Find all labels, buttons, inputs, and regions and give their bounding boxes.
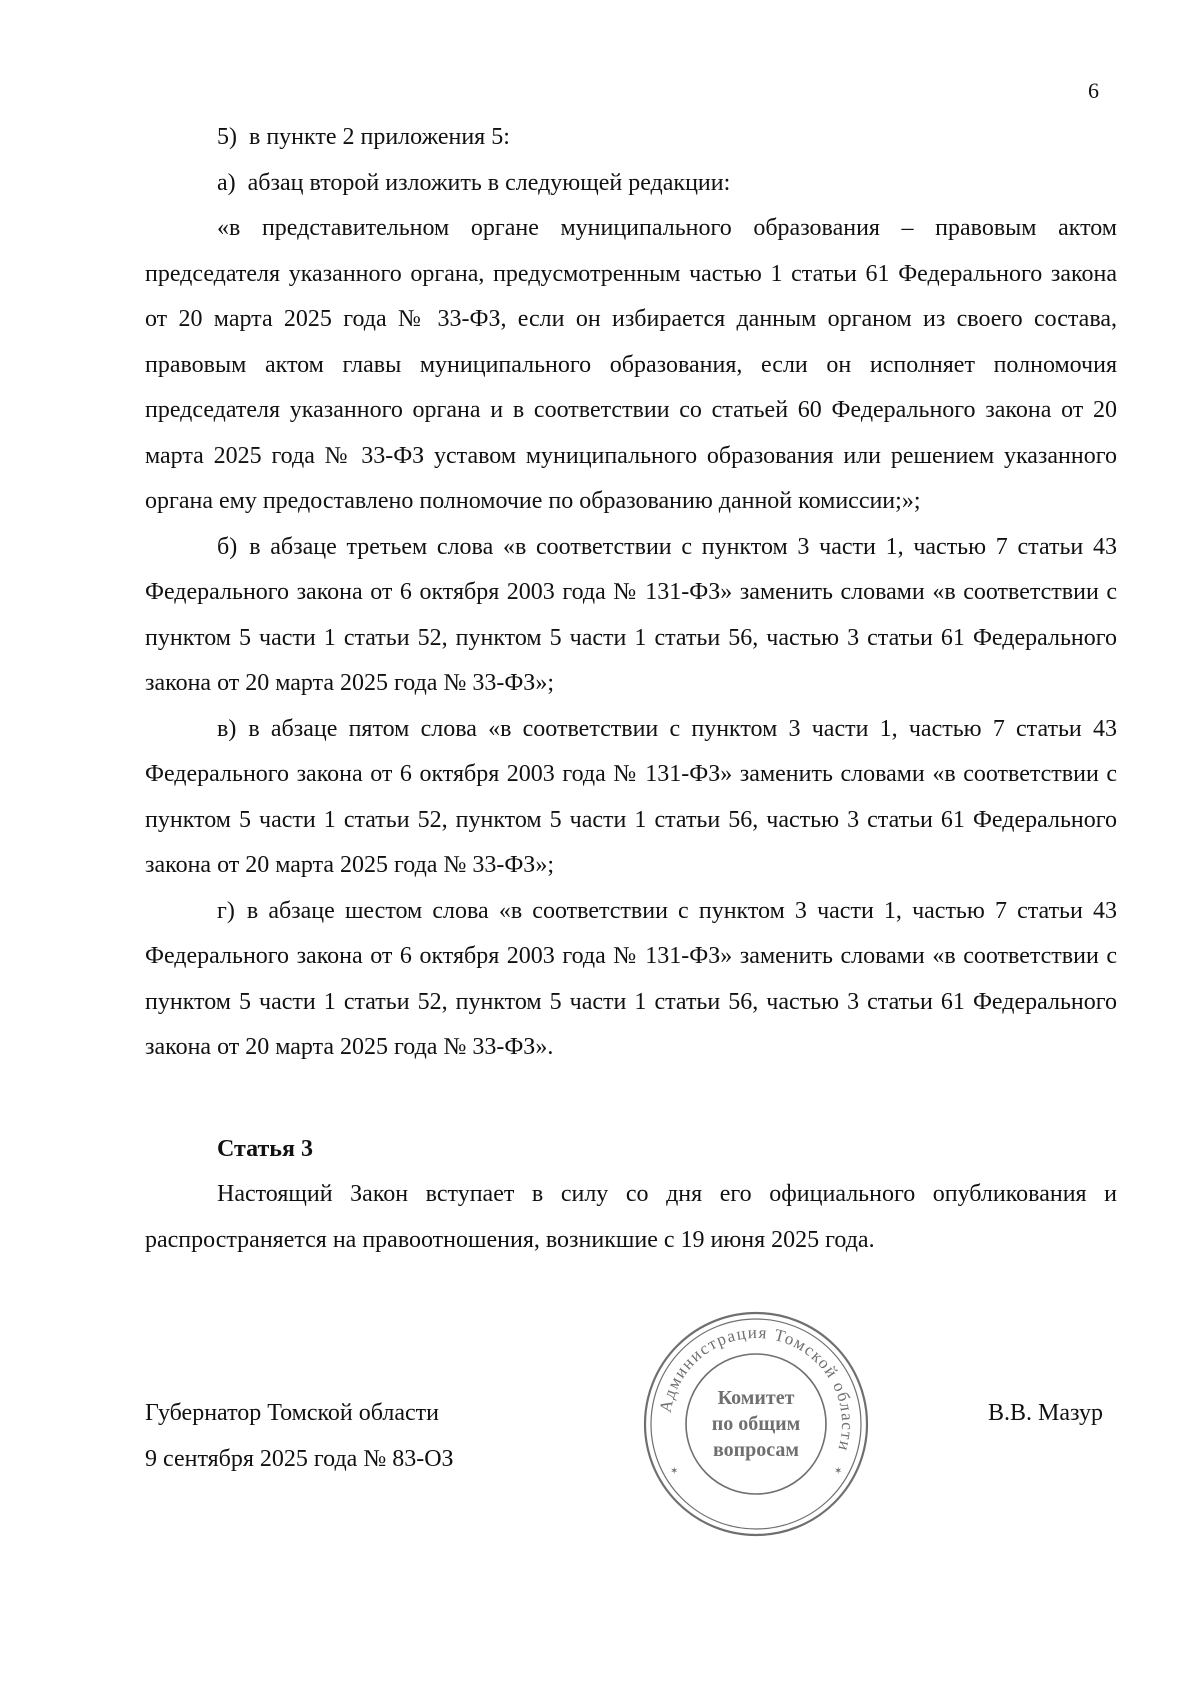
official-seal <box>640 1308 872 1540</box>
article-3-heading: Статья 3 <box>217 1135 313 1162</box>
seal-star-left-icon: ✶ <box>670 1466 679 1477</box>
seal-star-right-icon: ✶ <box>834 1466 843 1477</box>
signatory-position: Губернатор Томской области <box>145 1400 439 1426</box>
article-3-text: Настоящий Закон вступает в силу со дня его официального опубликования и распространяется на правоотношения, возникшие с 19 июня 2025 года. <box>145 1181 1117 1253</box>
page-number: 6 <box>1088 78 1099 103</box>
seal-ring-text: Администрация Томской области <box>655 1322 858 1455</box>
subitem-b: б) в абзаце третьем слова «в соответствии с пунктом 3 части 1, частью 7 статьи 43 Федерального закона от 6 октября 2003 года № 131-ФЗ» заменить словами «в соответствии с пунктом 5 части 1 статьи 52, пунктом 5 части 1 статьи 56, частью 3 статьи 61 Федерального закона от 20 марта 2025 года № 33-ФЗ»; <box>145 533 1117 696</box>
seal-stamp-graphic <box>640 1308 872 1540</box>
quoted-paragraph: «в представительном органе муниципального образования – правовым актом председателя указанного органа, предусмотренным частью 1 статьи 61 Федерального закона от 20 марта 2025 года № 33-ФЗ, если он избирается данным органом из своего состава, правовым актом главы муниципального образования, если он исполняет полномочия председателя указанного органа и в соответствии со статьей 60 Федерального закона от 20 марта 2025 года № 33-ФЗ уставом муниципального образования или решением указанного органа ему предоставлено полномочие по образованию данной комиссии;»; <box>145 215 1117 514</box>
seal-center-line-2: по общим <box>711 1413 801 1435</box>
signature-block <box>145 1390 454 1482</box>
subitem-v: в) в абзаце пятом слова «в соответствии с пунктом 3 части 1, частью 7 статьи 43 Федерального закона от 6 октября 2003 года № 131-ФЗ» заменить словами «в соответствии с пунктом 5 части 1 статьи 52, пунктом 5 части 1 статьи 56, частью 3 статьи 61 Федерального закона от 20 марта 2025 года № 33-ФЗ»; <box>145 715 1117 878</box>
signatory-name: В.В. Мазур <box>988 1400 1103 1426</box>
law-date-number: 9 сентября 2025 года № 83-ОЗ <box>145 1446 454 1472</box>
seal-center-line-3: вопросам <box>712 1439 800 1461</box>
document-body <box>145 115 1117 1263</box>
seal-center-line-1: Комитет <box>717 1387 795 1409</box>
subitem-g: г) в абзаце шестом слова «в соответствии с пунктом 3 части 1, частью 7 статьи 43 Федерального закона от 6 октября 2003 года № 131-ФЗ» заменить словами «в соответствии с пунктом 5 части 1 статьи 52, пунктом 5 части 1 статьи 56, частью 3 статьи 61 Федерального закона от 20 марта 2025 года № 33-ФЗ». <box>145 897 1117 1060</box>
subitem-a: а) абзац второй изложить в следующей редакции: <box>217 169 731 196</box>
list-item-5: 5) в пункте 2 приложения 5: <box>217 124 510 150</box>
